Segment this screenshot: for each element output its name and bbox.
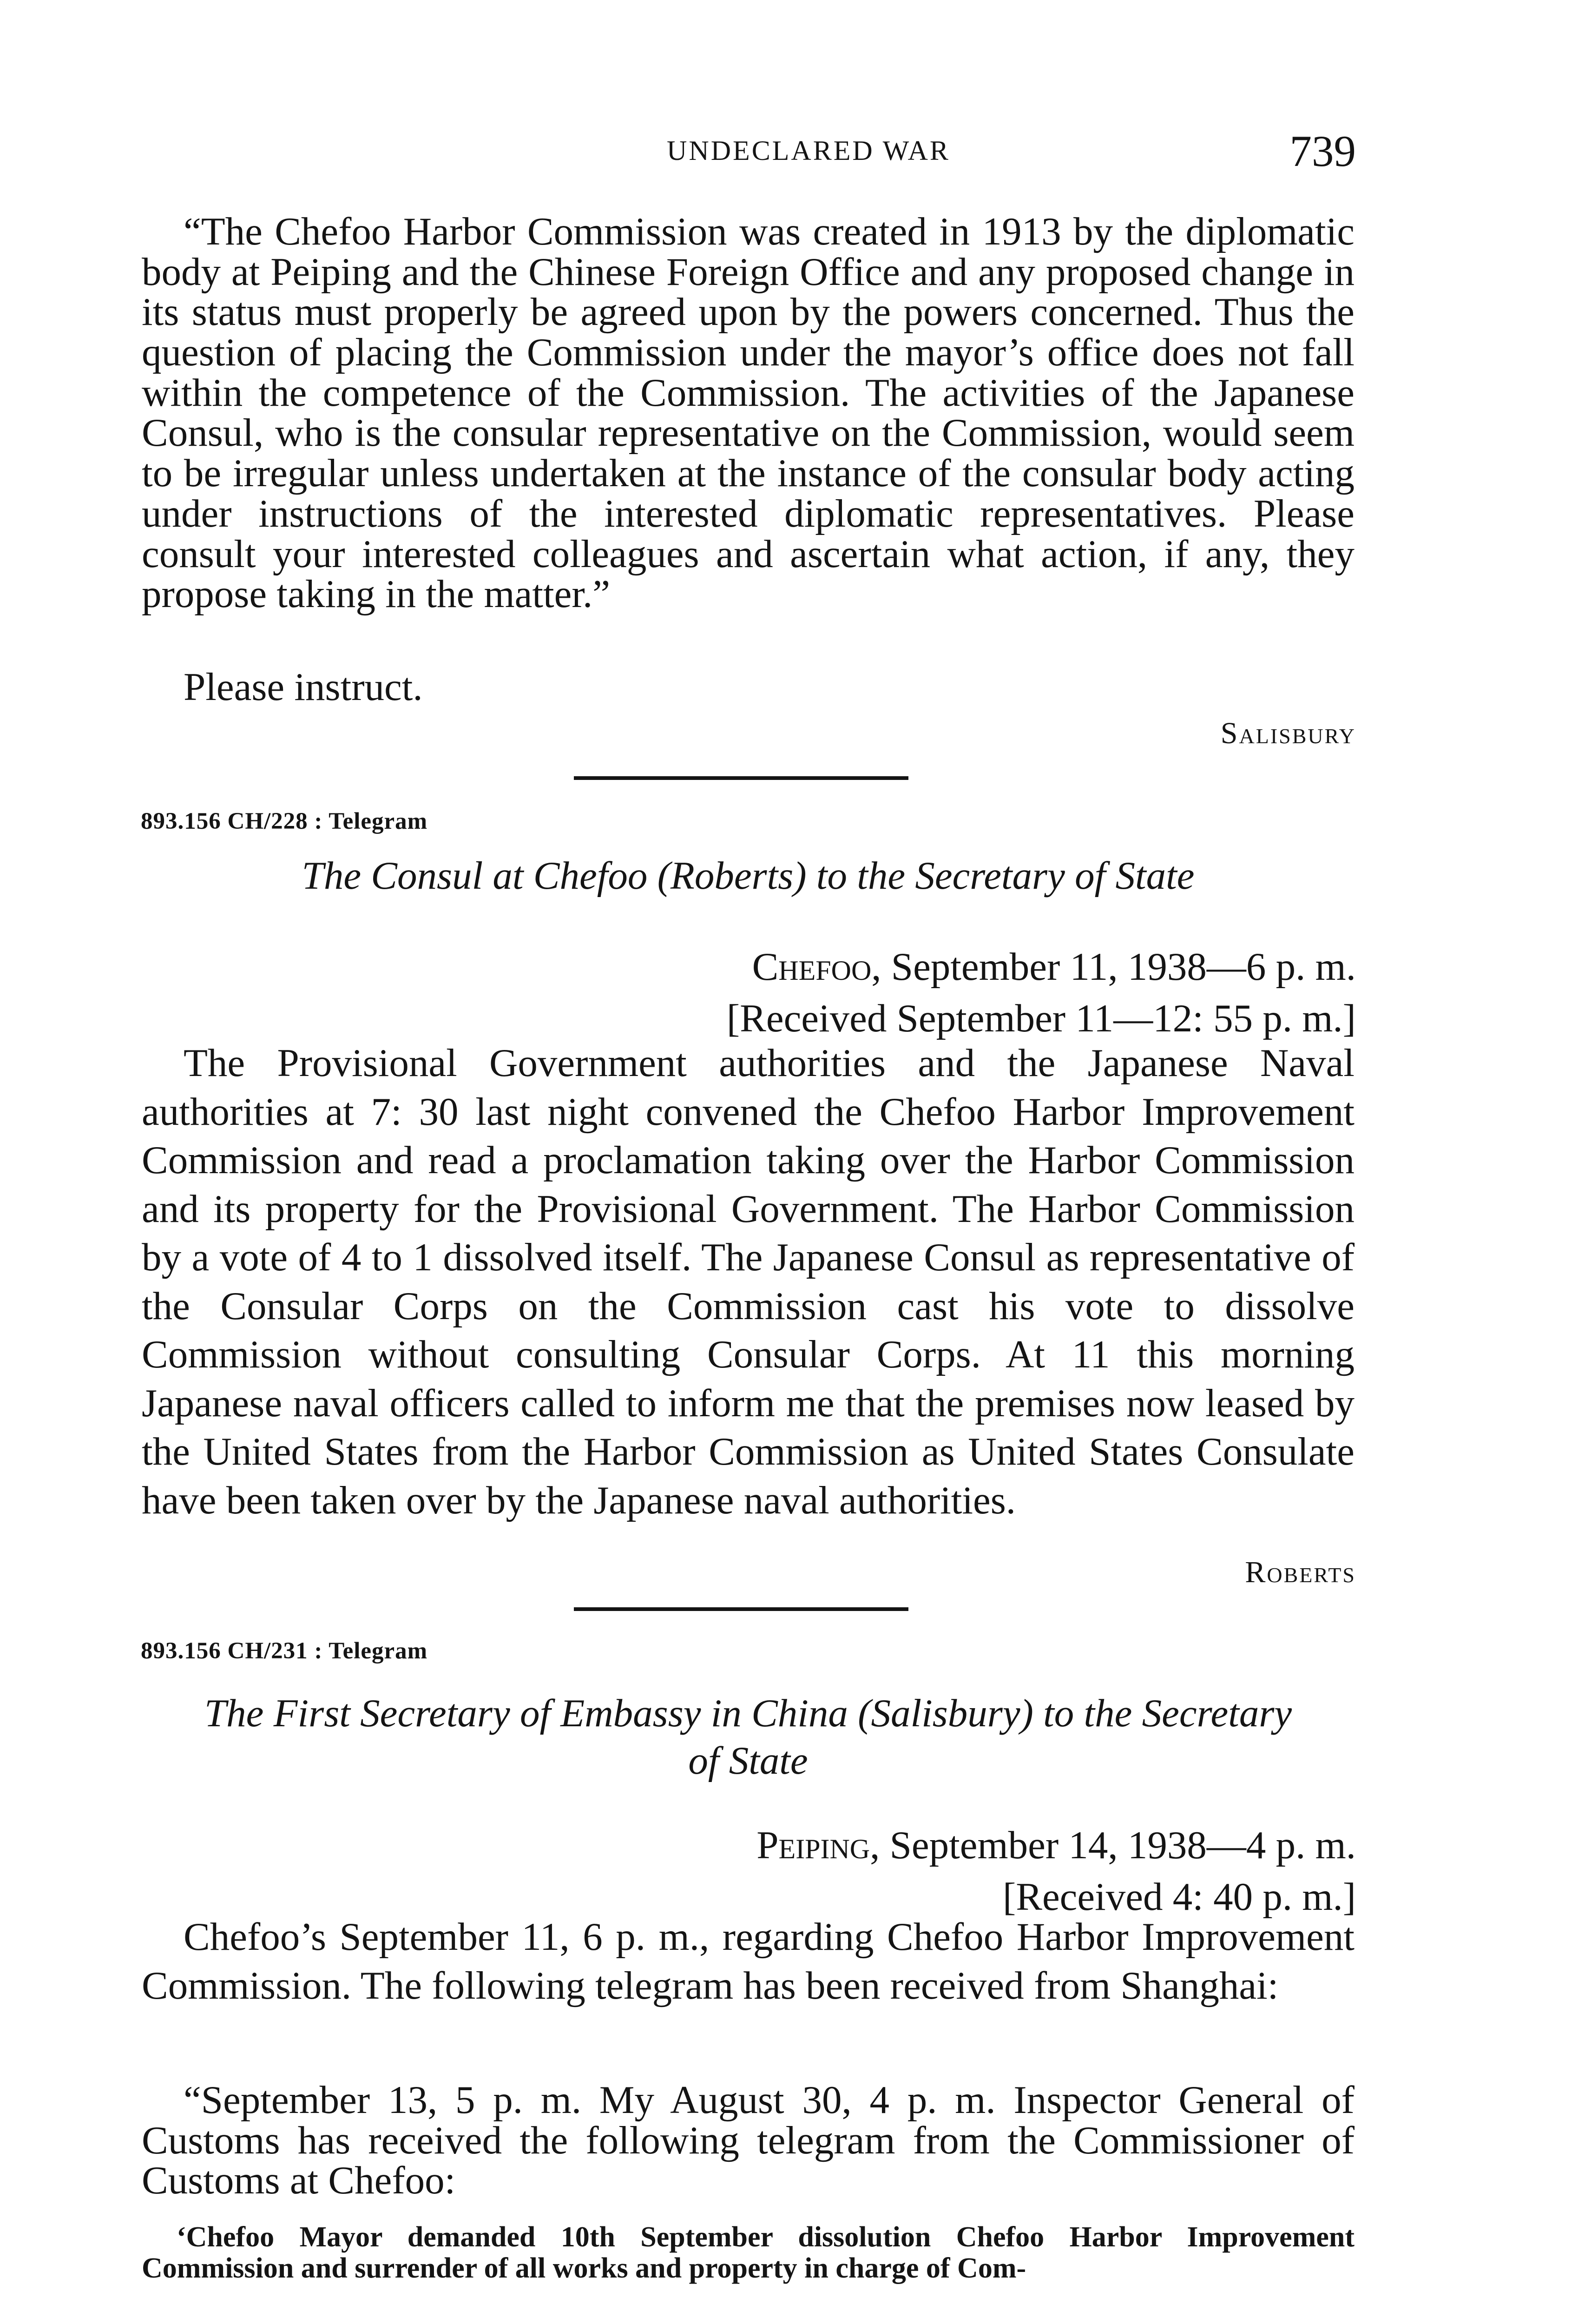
telegram-body: The Provisional Government authorities and the Japanese Naval authorities at 7: 30 last night convened the Chefoo Harbor Improvement Commission and read a proclamation taking over the Harbor Commission and its property for the Provisional Government. The Harbor Commission by a vote of 4 to 1 dissolved itself. The Japanese Consul as representative of the Consular Corps on the Commission cast his vote to dissolve Commission without consulting Consular Corps. At 11 this morning Japanese naval officers called to inform me that the premises now leased by the United States from the Harbor Commission as United States Consulate have been taken over by the Japanese naval authorities. (142, 1041, 1354, 1522)
file-number: 893.156 CH/231 : Telegram (141, 1638, 428, 1664)
signature-salisbury: Salisbury (1220, 716, 1356, 750)
inner-quoted-telegram: ‘Chefoo Mayor demanded 10th September dissolution Chefoo Harbor Improvement Commission and surrender of all works and property in charge of Com- (142, 2221, 1354, 2284)
running-header: UNDECLARED WAR (667, 135, 950, 166)
quote-paragraph: “The Chefoo Harbor Commission was created in 1913 by the diplomatic body at Peiping and the Chinese Foreign Office and any proposed change in its status must properly be agreed upon by the powers concerned. Thus the question of placing the Commission under the mayor’s office does not fall within the competence of the Commission. The activities of the Japanese Consul, who is the consular representative on the Commission, would seem to be irregular unless undertaken at the instance of the consular body acting under instructions of the interested diplomatic representatives. Please consult your interested colleagues and ascertain what action, if any, they propose taking in the matter.” (142, 210, 1354, 616)
dateline (756, 1820, 1356, 1922)
place-name: Chefoo, (752, 945, 881, 989)
signature-roberts: Roberts (1245, 1555, 1356, 1589)
document-title: The Consul at Chefoo (Roberts) to the Secretary of State (302, 854, 1195, 898)
telegram-body: Chefoo’s September 11, 6 p. m., regarding Chefoo Harbor Improvement Commission. The following telegram has been received from Shanghai: (142, 1915, 1354, 2007)
date-text: September 14, 1938—4 p. m. (889, 1823, 1356, 1867)
received-line: [Received September 11—12: 55 p. m.] (726, 996, 1356, 1040)
instruction-line: Please instruct. (184, 665, 423, 709)
place-name: Peiping, (756, 1823, 880, 1867)
page-number: 739 (1289, 126, 1356, 176)
quoted-telegram: “September 13, 5 p. m. My August 30, 4 p. m. Inspector General of Customs has received the following telegram from the Commissioner of Customs at Chefoo: (142, 2078, 1354, 2203)
file-number: 893.156 CH/228 : Telegram (141, 808, 428, 834)
received-line: [Received 4: 40 p. m.] (1002, 1875, 1356, 1919)
document-title: The First Secretary of Embassy in China (Salisbury) to the Secretary of State (204, 1691, 1292, 1783)
date-text: September 11, 1938—6 p. m. (891, 945, 1356, 989)
section-divider (574, 1607, 908, 1611)
section-divider (574, 776, 908, 780)
dateline (727, 941, 1356, 1044)
